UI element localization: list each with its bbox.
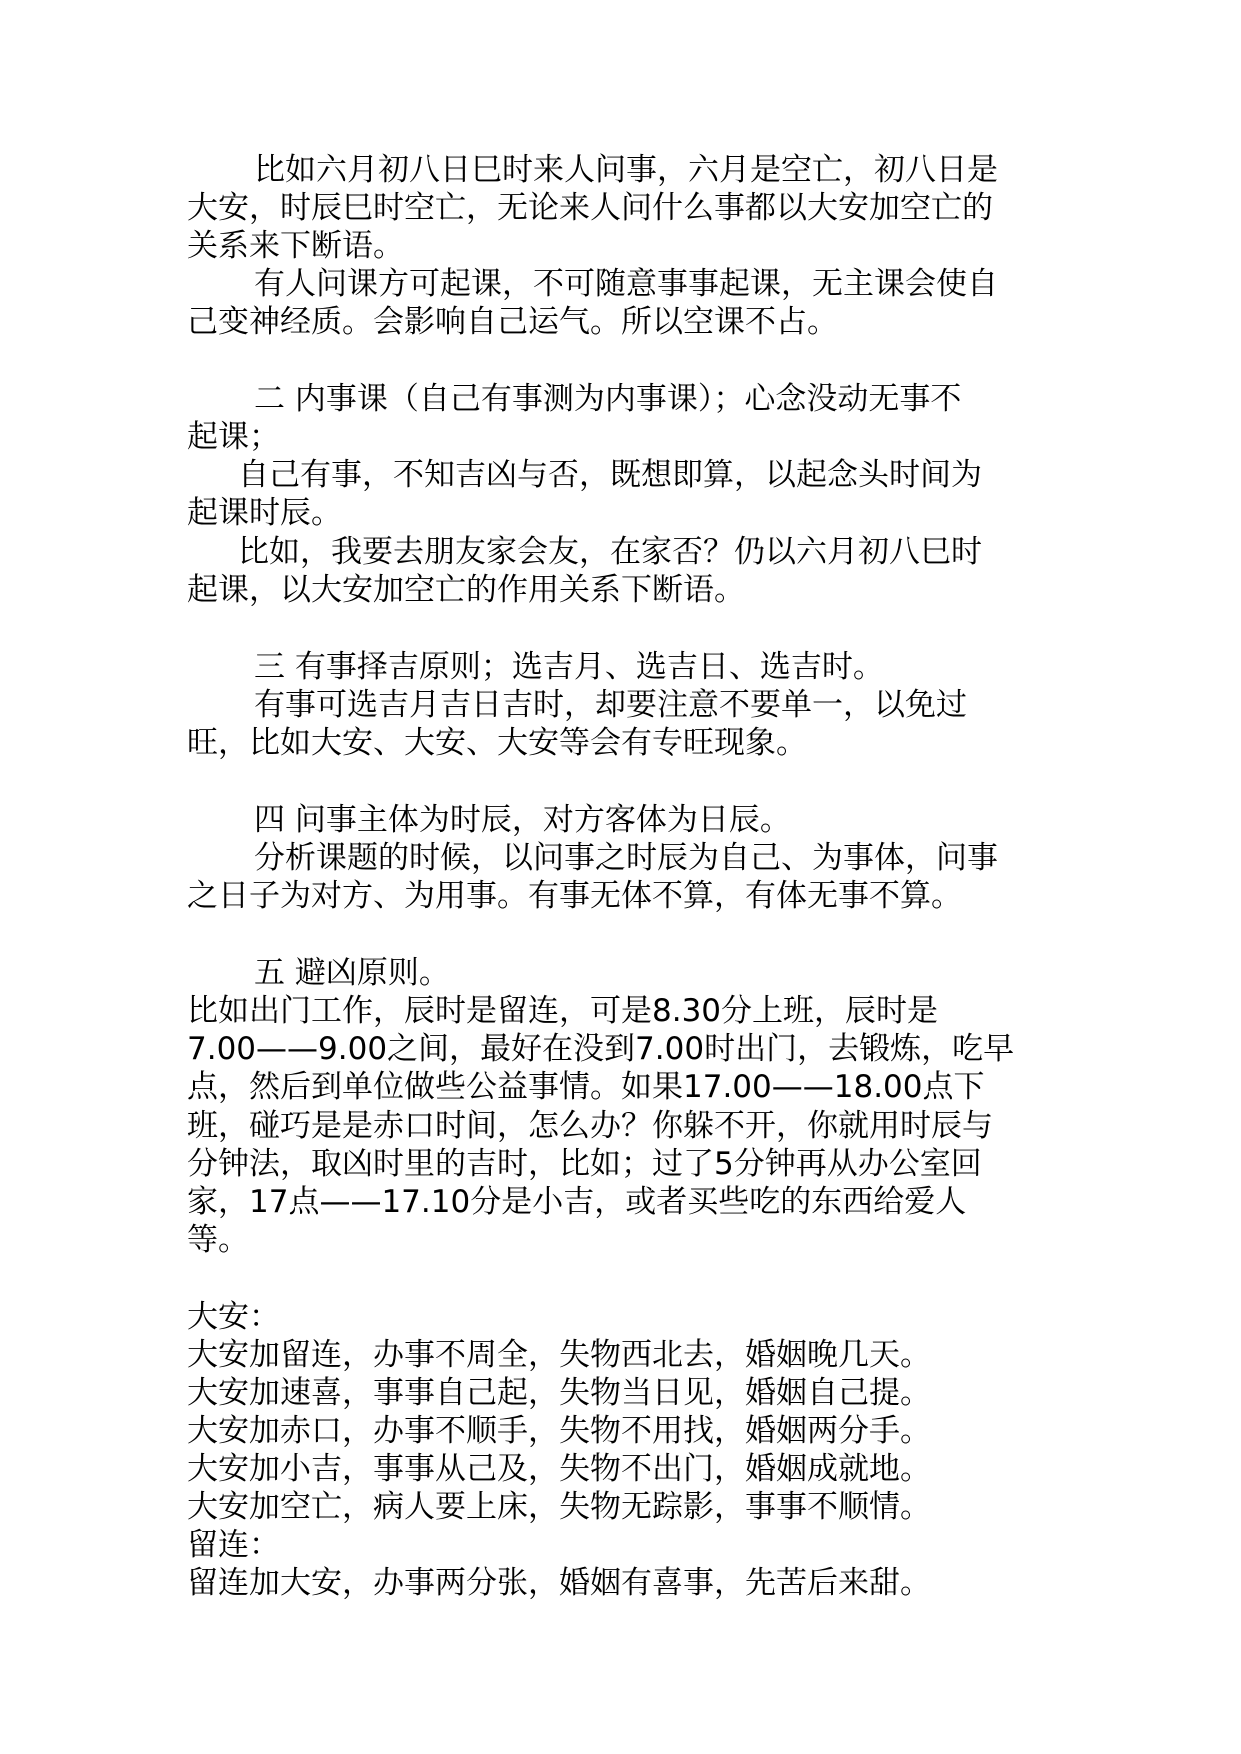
text-line: 等。 bbox=[187, 1222, 249, 1258]
text-line: 旺，比如大安、大安、大安等会有专旺现象。 bbox=[187, 725, 807, 761]
text-line: 起课时辰。 bbox=[187, 495, 342, 531]
section-heading: 二 内事课（自己有事测为内事课）；心念没动无事不 bbox=[254, 381, 962, 417]
text-line: 起课； bbox=[187, 419, 280, 455]
text-line: 关系来下断语。 bbox=[187, 228, 404, 264]
text-line: 比如六月初八日巳时来人问事，六月是空亡，初八日是 bbox=[254, 152, 998, 188]
text-line: 己变神经质。会影响自己运气。所以空课不占。 bbox=[187, 304, 838, 340]
text-line: 之日子为对方、为用事。有事无体不算，有体无事不算。 bbox=[187, 878, 962, 914]
text-line: 有事可选吉月吉日吉时，却要注意不要单一，以免过 bbox=[254, 687, 967, 723]
text-line: 大安加空亡，病人要上床，失物无踪影，事事不顺情。 bbox=[187, 1489, 931, 1525]
text-line: 比如出门工作，辰时是留连，可是8.30分上班，辰时是 bbox=[187, 993, 939, 1029]
text-line: 比如，我要去朋友家会友，在家否？仍以六月初八巳时 bbox=[238, 534, 982, 570]
text-line: 7.00——9.00之间，最好在没到7.00时出门，去锻炼，吃早 bbox=[187, 1031, 1015, 1067]
subsection-label: 留连： bbox=[187, 1527, 280, 1563]
text-line: 分钟法，取凶时里的吉时，比如；过了5分钟再从办公室回 bbox=[187, 1146, 982, 1182]
section-heading: 四 问事主体为时辰，对方客体为日辰。 bbox=[254, 802, 791, 838]
text-line: 大安，时辰巳时空亡，无论来人问什么事都以大安加空亡的 bbox=[187, 190, 993, 226]
text-line: 班，碰巧是是赤口时间，怎么办？你躲不开，你就用时辰与 bbox=[187, 1108, 993, 1144]
text-line: 点，然后到单位做些公益事情。如果17.00——18.00点下 bbox=[187, 1069, 985, 1105]
section-heading: 五 避凶原则。 bbox=[254, 955, 450, 991]
text-line: 起课，以大安加空亡的作用关系下断语。 bbox=[187, 572, 745, 608]
text-line: 留连加大安，办事两分张，婚姻有喜事，先苦后来甜。 bbox=[187, 1565, 931, 1601]
text-line: 有人问课方可起课，不可随意事事起课，无主课会使自 bbox=[254, 266, 998, 302]
text-line: 家，17点——17.10分是小吉，或者买些吃的东西给爱人 bbox=[187, 1184, 967, 1220]
text-line: 大安加小吉，事事从己及，失物不出门，婚姻成就地。 bbox=[187, 1451, 931, 1487]
text-line: 自己有事，不知吉凶与否，既想即算，以起念头时间为 bbox=[238, 457, 982, 493]
text-line: 大安加速喜，事事自己起，失物当日见，婚姻自己提。 bbox=[187, 1375, 931, 1411]
text-line: 大安加赤口，办事不顺手，失物不用找，婚姻两分手。 bbox=[187, 1413, 931, 1449]
text-line: 大安加留连，办事不周全，失物西北去，婚姻晚几天。 bbox=[187, 1337, 931, 1373]
text-line: 分析课题的时候，以问事之时辰为自己、为事体，问事 bbox=[254, 840, 998, 876]
section-heading: 三 有事择吉原则；选吉月、选吉日、选吉时。 bbox=[254, 649, 884, 685]
subsection-label: 大安： bbox=[187, 1299, 280, 1335]
